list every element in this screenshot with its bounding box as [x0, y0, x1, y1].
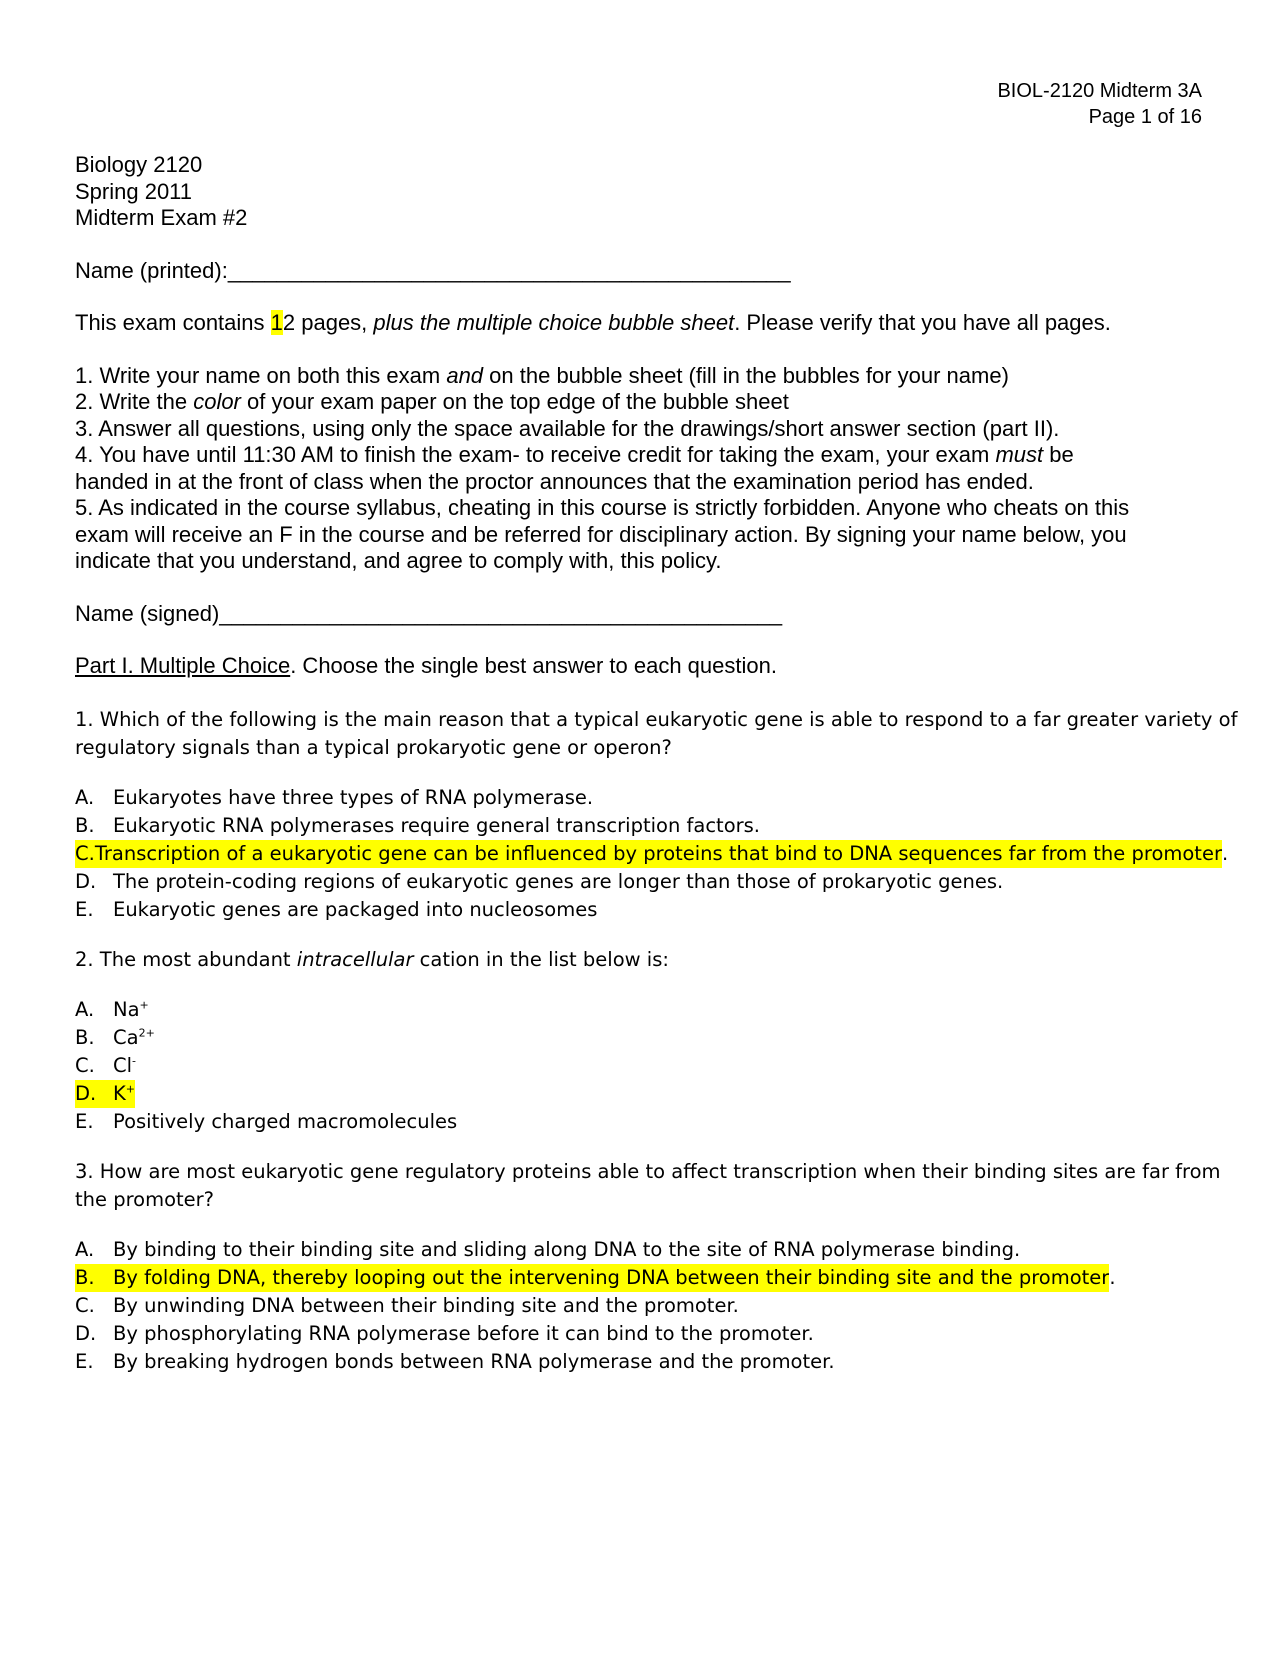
option-a: A. By binding to their binding site and sliding along DNA to the site of RNA polymerase binding.	[75, 1237, 1021, 1261]
instruction-5: 5. As indicated in the course syllabus, cheating in this course is strictly forbidden. Anyone who cheats on this	[75, 495, 1130, 520]
course-code: BIOL-2120 Midterm 3A	[997, 80, 1202, 102]
option-c-highlighted: C. Transcription of a eukaryotic gene can be influenced by proteins that bind to DNA sequences far from the promoter .	[75, 840, 1205, 868]
question-text: regulatory signals than a typical prokaryotic gene or operon?	[75, 735, 672, 759]
question-text: 1. Which of the following is the main reason that a typical eukaryotic gene is able to respond to a far greater variety of	[75, 707, 1238, 731]
name-printed-field: Name (printed):______________________________________________	[75, 257, 791, 283]
option-a: A. Na+	[75, 997, 149, 1021]
option-d: D. The protein-coding regions of eukaryotic genes are longer than those of prokaryotic genes.	[75, 869, 1004, 893]
option-b: B. Eukaryotic RNA polymerases require general transcription factors.	[75, 813, 761, 837]
instruction-5-cont: indicate that you understand, and agree to comply with, this policy.	[75, 548, 722, 573]
question-2	[75, 946, 1205, 1136]
page-header	[802, 78, 1202, 130]
instruction-4-cont: handed in at the front of class when the proctor announces that the examination period has ended.	[75, 468, 1034, 494]
highlight-mark: 1	[270, 310, 283, 335]
instruction-4: 4. You have until 11:30 AM to finish the exam- to receive credit for taking the exam, your exam must be	[75, 442, 1074, 467]
question-text: 2. The most abundant intracellular cation in the list below is:	[75, 947, 669, 971]
option-e: E. Eukaryotic genes are packaged into nucleosomes	[75, 897, 598, 921]
instruction-5-cont: exam will receive an F in the course and be referred for disciplinary action. By signing your name below, you	[75, 521, 1127, 547]
term: Spring 2011	[75, 178, 193, 204]
question-3	[75, 1158, 1221, 1376]
instruction-3: 3. Answer all questions, using only the space available for the drawings/short answer section (part II).	[75, 415, 1060, 441]
option-b: B. $Ca^{2+}$	[75, 1025, 155, 1049]
page-number: Page 1 of 16	[1088, 106, 1202, 128]
exam-title: Midterm Exam #2	[75, 205, 248, 230]
question-text: the promoter?	[75, 1187, 215, 1211]
part1-heading: Part I. Multiple Choice. Choose the single best answer to each question.	[75, 653, 777, 678]
name-signed-field: Name (signed)______________________________________________	[75, 600, 783, 626]
option-d: D. By phosphorylating RNA polymerase before it can bind to the promoter.	[75, 1321, 814, 1345]
course-title: Biology 2120	[75, 152, 203, 177]
exam-content	[75, 152, 1238, 1376]
option-d-highlighted: D. K+	[75, 1080, 1205, 1108]
pages-note: This exam contains 12 pages, plus the multiple choice bubble sheet. Please verify that you have all pages.	[75, 310, 1111, 335]
question-text: 3. How are most eukaryotic gene regulatory proteins able to affect transcription when their binding sites are far from	[75, 1159, 1221, 1183]
option-e: E. Positively charged macromolecules	[75, 1109, 458, 1133]
instruction-1: 1. Write your name on both this exam and on the bubble sheet (fill in the bubbles for your name)	[75, 362, 1009, 388]
question-1	[75, 706, 1238, 924]
instruction-2: 2. Write the color of your exam paper on the top edge of the bubble sheet	[75, 389, 789, 414]
option-c: C. By unwinding DNA between their binding site and the promoter.	[75, 1293, 739, 1317]
option-b-highlighted: B. By folding DNA, thereby looping out the intervening DNA between their binding site and the promoter .	[75, 1264, 1205, 1292]
option-c: C. Cl-	[75, 1053, 137, 1077]
option-a: A. Eukaryotes have three types of RNA polymerase.	[75, 785, 594, 809]
instructions	[75, 363, 1205, 575]
option-e: E. By breaking hydrogen bonds between RNA polymerase and the promoter.	[75, 1349, 835, 1373]
